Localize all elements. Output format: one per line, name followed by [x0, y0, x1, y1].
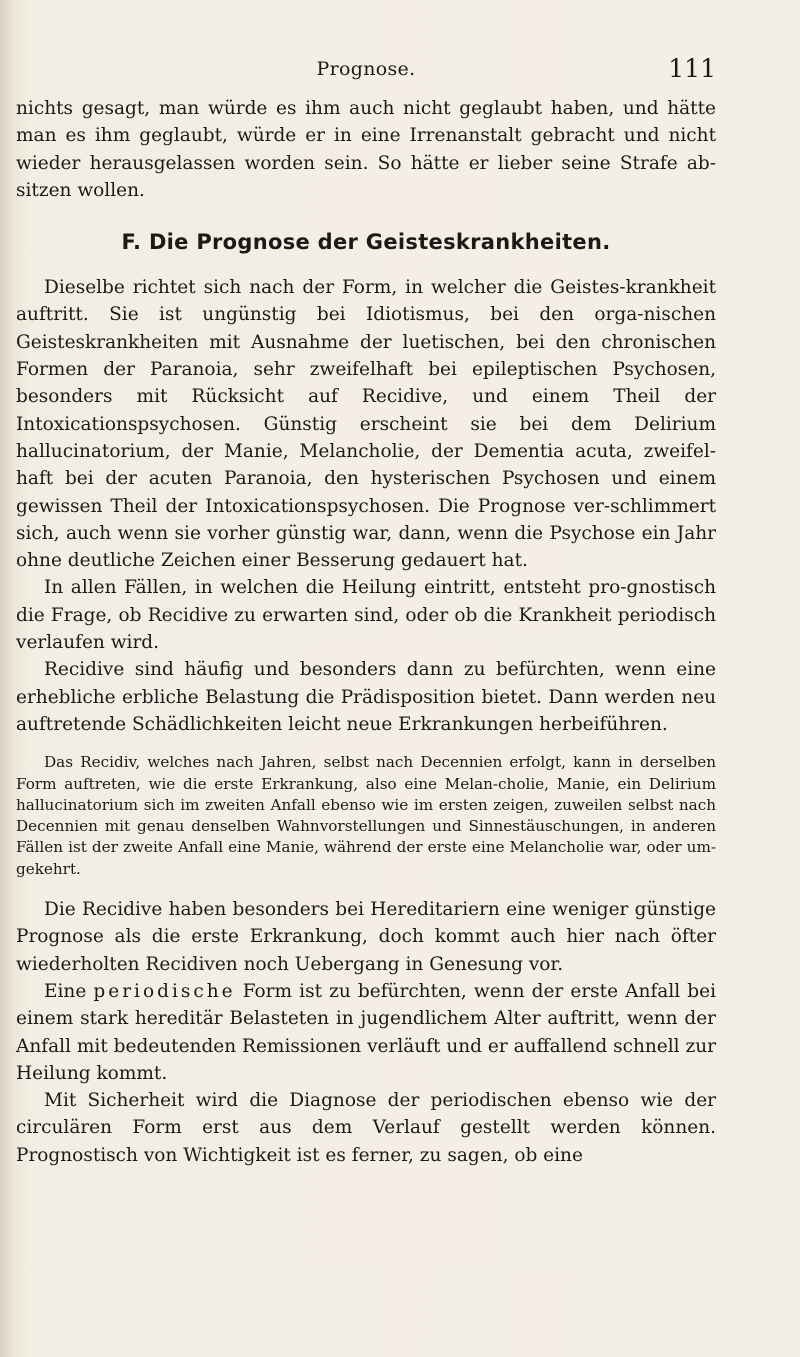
- paragraph-recidive: Recidive sind häufig und besonders dann zu befürchten, wenn eine erhebliche erbliche Belastung die Prädisposition bietet. Dann werden neu auftretende Schädlichkeiten leicht neue Erkrankungen herbeiführen.: [16, 659, 716, 735]
- page-number: 111: [668, 54, 716, 83]
- periodic-lead: Eine: [44, 980, 94, 1002]
- periodic-rest: Form ist zu befürchten, wenn der erste Anfall bei einem stark hereditär Belasteten in jugendlichem Alter auftritt, wenn der Anfall mit bedeutenden Remissionen verläuft und er auffallend schnell zur Heilung kommt.: [16, 980, 716, 1084]
- paragraph-periodic: [16, 978, 716, 1087]
- paragraph-continuation: nichts gesagt, man würde es ihm auch nicht geglaubt haben, und hätte man es ihm geglaubt, würde er in eine Irrenanstalt gebracht und nicht wieder herausgelassen worden sein. So hätte er lieber seine Strafe ab-sitzen wollen.: [16, 98, 716, 201]
- page-body: [16, 95, 716, 1169]
- paragraph-form: Dieselbe richtet sich nach der Form, in welcher die Geistes-krankheit auftritt. Sie ist ungünstig bei Idiotismus, bei den orga-nischen Geisteskrankheiten mit Ausnahme der luetischen, bei den chronischen Formen der Paranoia, sehr zweifelhaft bei epileptischen Psychosen, besonders mit Rücksicht auf Recidive, und einem Theil der Intoxicationspsychosen. Günstig erscheint sie bei dem Delirium hallucinatorium, der Manie, Melancholie, der Dementia acuta, zweifel-haft bei der acuten Paranoia, den hysterischen Psychosen und einem gewissen Theil der Intoxicationspsychosen. Die Prognose ver-schlimmert sich, auch wenn sie vorher günstig war, dann, wenn die Psychose ein Jahr ohne deutliche Zeichen einer Besserung gedauert hat.: [16, 277, 716, 572]
- running-title: Prognose.: [316, 58, 416, 80]
- periodic-emphasis: periodische: [93, 980, 236, 1002]
- paragraph-small-print: Das Recidiv, welches nach Jahren, selbst nach Decennien erfolgt, kann in derselben Form auftreten, wie die erste Erkrankung, also eine Melan-cholie, Manie, ein Delirium hallucinatorium sich im zweiten Anfall ebenso wie im ersten zeigen, zuweilen selbst nach Decennien mit genau denselben Wahnvorstellungen und Sinnestäuschungen, in anderen Fällen ist der zweite Anfall eine Manie, während der erste eine Melancholie war, oder um-gekehrt.: [16, 753, 716, 878]
- paragraph-healing: In allen Fällen, in welchen die Heilung eintritt, entsteht pro-gnostisch die Frage, ob Recidive zu erwarten sind, oder ob die Krankheit periodisch verlaufen wird.: [16, 577, 716, 654]
- section-heading: F. Die Prognose der Geisteskrankheiten.: [121, 230, 611, 255]
- paragraph-diagnosis: Mit Sicherheit wird die Diagnose der periodischen ebenso wie der circulären Form erst aus dem Verlauf gestellt werden können. Prognostisch von Wichtigkeit ist es ferner, zu sagen, ob eine: [16, 1090, 716, 1166]
- page-header: [16, 48, 716, 88]
- paragraph-hereditarier: Die Recidive haben besonders bei Hereditariern eine weniger günstige Prognose als die erste Erkrankung, doch kommt auch hier nach öfter wiederholten Recidiven noch Uebergang in Genesung vor.: [16, 899, 716, 975]
